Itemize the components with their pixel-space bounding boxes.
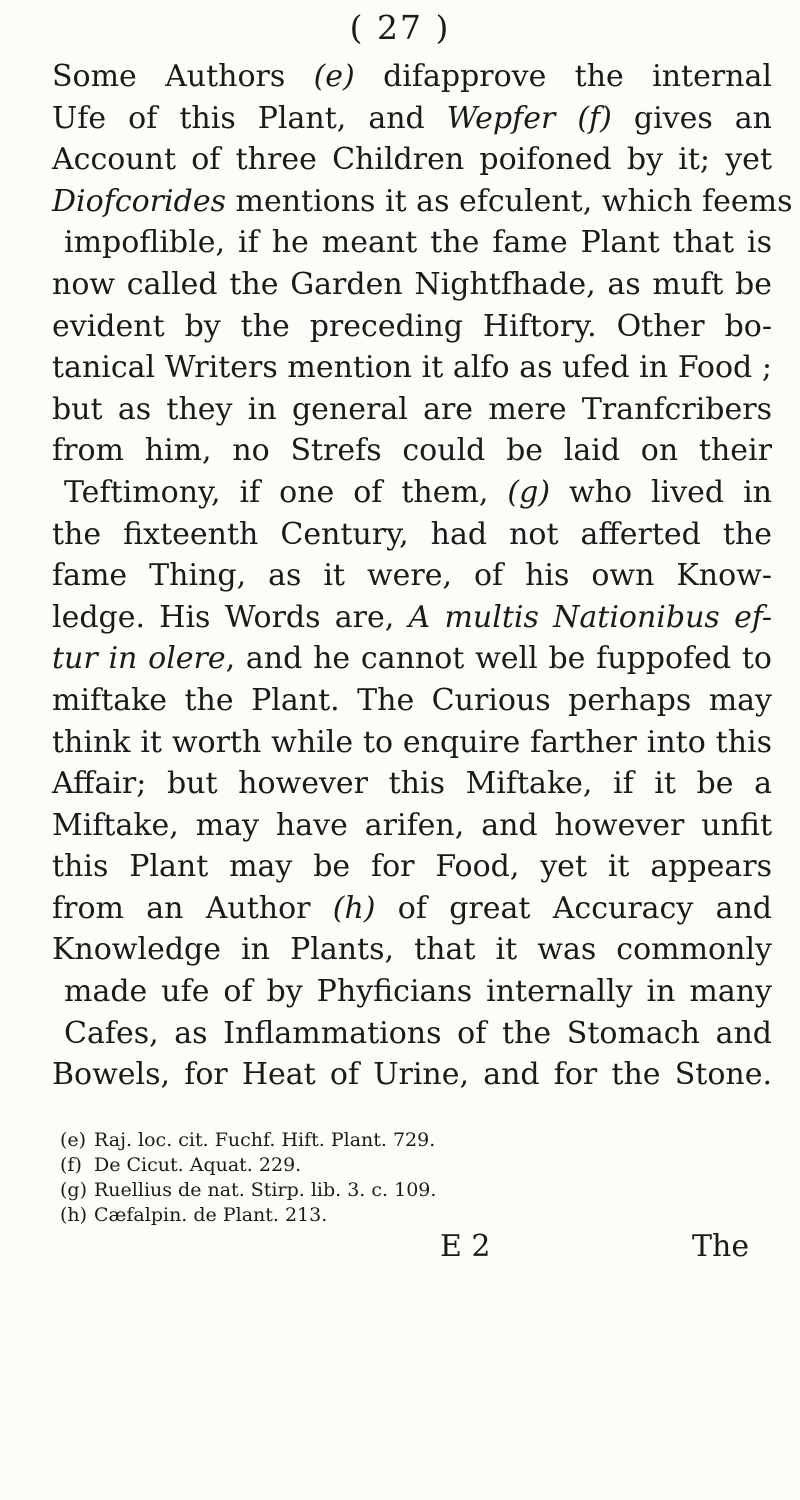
text-line: fame Thing, as it were, of his own Know- [52,558,772,594]
text-line: Teftimony, if one of them, (g) who lived in [64,474,772,510]
text-line: Diofcorides mentions it as efculent, which feems [52,183,793,219]
text-line: the fixteenth Century, had not afferted the [52,516,772,552]
footnote-text: Ruellius de nat. Stirp. lib. 3. c. 109. [94,1179,437,1201]
text-line: from an Author (h) of great Accuracy and [52,890,772,926]
text-line: Account of three Children poifoned by it; yet [52,142,772,178]
text-line: this Plant may be for Food, yet it appears [52,849,772,885]
footnote [60,1128,760,1153]
body-text [52,56,793,1096]
text-line: but as they in general are mere Tranfcribers [52,391,772,427]
text-line: Affair; but however this Miftake, if it be a [52,766,772,802]
footnote [60,1178,760,1203]
text-line: from him, no Strefs could be laid on their [52,433,772,469]
text-line: think it worth while to enquire farther into this [52,724,772,760]
text-line: now called the Garden Nightfhade, as muft be [52,266,772,302]
text-line: Cafes, as Inflammations of the Stomach and [64,1015,772,1051]
text-line: tur in olere, and he cannot well be fuppofed to [52,641,772,677]
footnote-mark: (f) [60,1154,82,1176]
text-line: evident by the preceding Hiftory. Other bo- [52,308,772,344]
footnote-text: Cæfalpin. de Plant. 213. [94,1204,328,1226]
text-line: impoflible, if he meant the fame Plant that is [64,225,772,261]
footnote-text: Raj. loc. cit. Fuchf. Hift. Plant. 729. [94,1129,436,1151]
footnote [60,1153,760,1178]
catchword: The [692,1229,750,1264]
footnote-text: De Cicut. Aquat. 229. [94,1154,302,1176]
text-line: Ufe of this Plant, and Wepfer (f) gives an [52,100,772,136]
text-line: Miftake, may have arifen, and however unfit [52,807,772,843]
footnote-mark: (g) [60,1179,87,1201]
text-line: Knowledge in Plants, that it was commonly [52,932,772,968]
text-line: ledge. His Words are, A multis Nationibus ef- [52,599,772,635]
page-footer [0,1227,800,1267]
page-number: ( 27 ) [349,8,451,47]
text-line: tanical Writers mention it alfo as ufed in Food ; [52,350,772,386]
footnotes [60,1128,760,1228]
footnote [60,1203,760,1228]
footnote-mark: (h) [60,1204,88,1226]
text-line: made ufe of by Phyficians internally in many [64,974,772,1010]
text-line: Some Authors (e) difapprove the internal [52,59,772,94]
text-line: Bowels, for Heat of Urine, and for the Stone. [52,1057,772,1093]
signature-mark: E 2 [440,1229,491,1264]
text-line: miftake the Plant. The Curious perhaps may [52,682,772,718]
footnote-mark: (e) [60,1129,87,1151]
